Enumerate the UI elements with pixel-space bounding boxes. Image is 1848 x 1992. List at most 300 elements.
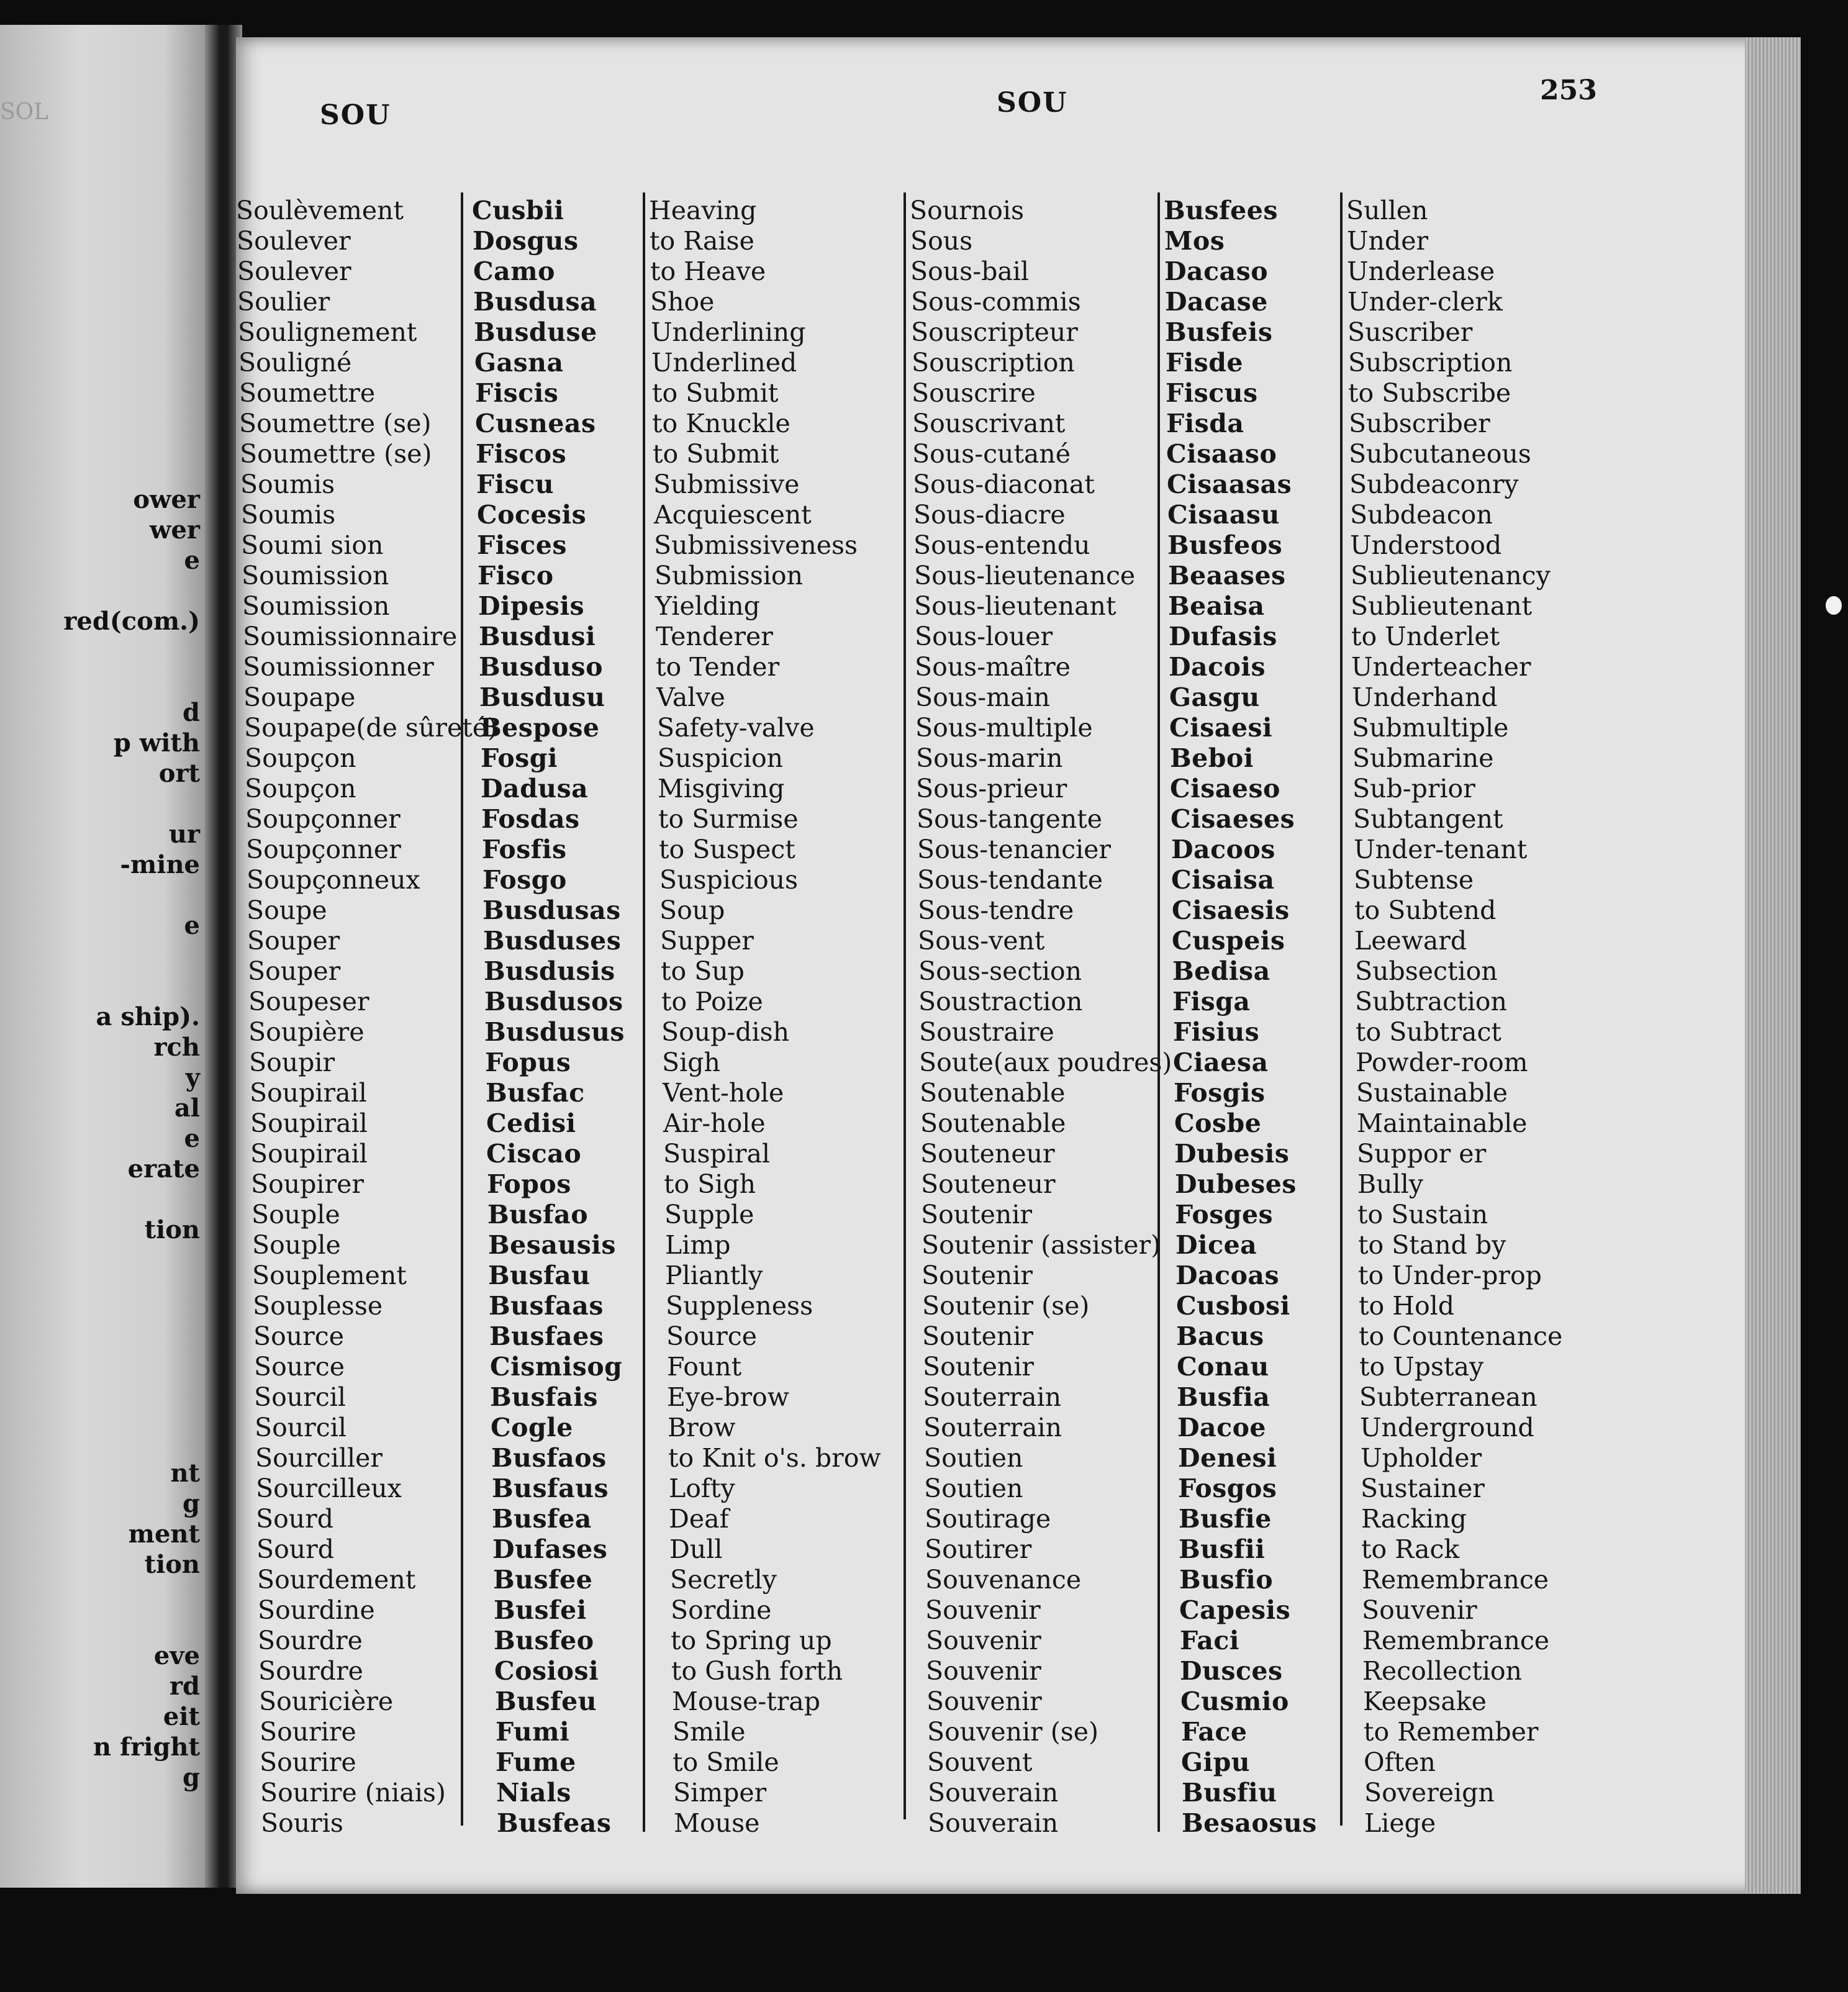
dictionary-entry: Soutien bbox=[924, 1474, 1023, 1503]
dictionary-entry: Valve bbox=[656, 682, 725, 712]
dictionary-entry: Busdusus bbox=[484, 1017, 625, 1047]
dictionary-entry: Soulever bbox=[237, 256, 351, 286]
dictionary-entry: Soumettre bbox=[239, 378, 376, 408]
dictionary-entry: to Sup bbox=[661, 956, 745, 986]
dictionary-entry: Smile bbox=[673, 1717, 746, 1747]
dictionary-entry: Submissive bbox=[653, 469, 800, 499]
dictionary-entry: Dull bbox=[669, 1534, 723, 1564]
dictionary-entry: Bedisa bbox=[1172, 956, 1270, 986]
dictionary-entry: Cisaesi bbox=[1169, 713, 1273, 743]
dictionary-entry: Capesis bbox=[1179, 1595, 1291, 1625]
dictionary-entry: to Smile bbox=[673, 1747, 779, 1777]
previous-page-line: rch bbox=[153, 1033, 200, 1062]
dictionary-entry: Soumettre (se) bbox=[240, 439, 432, 469]
dictionary-entry: Fiscus bbox=[1166, 378, 1258, 408]
dictionary-entry: Submission bbox=[654, 561, 804, 591]
dictionary-entry: Suspiral bbox=[663, 1139, 771, 1169]
dictionary-entry: Camo bbox=[473, 256, 555, 286]
dictionary-entry: to Stand by bbox=[1358, 1230, 1506, 1260]
dictionary-entry: Ciaesa bbox=[1173, 1048, 1269, 1077]
dictionary-entry: Dufases bbox=[492, 1534, 608, 1564]
dictionary-entry: Busfeu bbox=[495, 1686, 597, 1716]
dictionary-entry: Fosges bbox=[1175, 1200, 1274, 1229]
dictionary-entry: Souvent bbox=[927, 1747, 1033, 1777]
dictionary-entry: Fisga bbox=[1172, 987, 1251, 1016]
dictionary-entry: Souscription bbox=[912, 348, 1075, 378]
dictionary-entry: Busfaes bbox=[489, 1321, 604, 1351]
dictionary-entry: Dadusa bbox=[481, 774, 589, 804]
dictionary-entry: Subdeacon bbox=[1350, 500, 1493, 530]
dictionary-entry: Soulèvement bbox=[236, 196, 404, 225]
dictionary-entry: Soupir bbox=[249, 1048, 335, 1077]
dictionary-entry: Busfeis bbox=[1165, 317, 1273, 347]
dictionary-entry: Soustraire bbox=[919, 1017, 1054, 1047]
dictionary-entry: to Tender bbox=[656, 652, 780, 682]
dictionary-entry: Cusbii bbox=[472, 196, 564, 225]
dictionary-entry: Cisaisa bbox=[1171, 865, 1275, 895]
dictionary-entry: Cedisi bbox=[486, 1108, 576, 1138]
dictionary-entry: to Spring up bbox=[671, 1626, 832, 1655]
dictionary-entry: to Subtend bbox=[1354, 895, 1497, 925]
dictionary-entry: Soulignement bbox=[238, 317, 417, 347]
dictionary-entry: Soupçonner bbox=[245, 804, 401, 834]
dictionary-entry: Souverain bbox=[928, 1808, 1059, 1838]
dictionary-entry: Souvenir bbox=[926, 1626, 1041, 1655]
dictionary-entry: Subsection bbox=[1355, 956, 1498, 986]
dictionary-entry: Brow bbox=[668, 1413, 736, 1442]
dictionary-entry: Soupape(de sûreté) bbox=[244, 713, 497, 743]
dictionary-entry: to Under-prop bbox=[1358, 1261, 1542, 1290]
dictionary-entry: Busfie bbox=[1179, 1504, 1272, 1534]
dictionary-entry: Sublieutenancy bbox=[1351, 561, 1551, 591]
dictionary-entry: Soutirage bbox=[925, 1504, 1051, 1534]
dictionary-entry: Cusmio bbox=[1180, 1686, 1289, 1716]
dictionary-entry: Acquiescent bbox=[654, 500, 812, 530]
dictionary-entry: Soumis bbox=[241, 500, 336, 530]
dictionary-entry: Bacus bbox=[1176, 1321, 1264, 1351]
dictionary-entry: Busfea bbox=[492, 1504, 592, 1534]
dictionary-entry: Subcutaneous bbox=[1349, 439, 1531, 469]
previous-page-line: e bbox=[184, 546, 200, 575]
dictionary-entry: Souverain bbox=[928, 1778, 1059, 1808]
dictionary-entry: Souple bbox=[251, 1200, 340, 1229]
dictionary-entry: Souris bbox=[261, 1808, 343, 1838]
dictionary-entry: Fosfis bbox=[482, 835, 567, 864]
dictionary-entry: Soutenir (assister) bbox=[922, 1230, 1161, 1260]
dictionary-entry: Yielding bbox=[655, 591, 760, 621]
dictionary-entry: Souvenir bbox=[926, 1656, 1041, 1686]
dictionary-entry: Busdusu bbox=[479, 682, 605, 712]
dictionary-entry: to Countenance bbox=[1359, 1321, 1563, 1351]
dictionary-entry: Cisaaso bbox=[1166, 439, 1277, 469]
dictionary-entry: Beboi bbox=[1170, 743, 1254, 773]
dictionary-entry: Soulever bbox=[237, 226, 351, 256]
dictionary-entry: Under-tenant bbox=[1354, 835, 1528, 864]
scan-dust-speck bbox=[1826, 596, 1842, 615]
dictionary-entry: Sous-tangente bbox=[917, 804, 1103, 834]
dictionary-entry: Subterranean bbox=[1359, 1382, 1538, 1412]
dictionary-entry: Fopus bbox=[485, 1048, 571, 1077]
dictionary-entry: Deaf bbox=[669, 1504, 729, 1534]
dictionary-entry: Underground bbox=[1360, 1413, 1534, 1442]
dictionary-entry: Supper bbox=[660, 926, 754, 956]
dictionary-entry: Sourcil bbox=[254, 1382, 346, 1412]
dictionary-entry: to Knit o's. brow bbox=[668, 1443, 881, 1473]
dictionary-entry: Busfac bbox=[486, 1078, 585, 1108]
dictionary-entry: Nials bbox=[496, 1778, 571, 1808]
dictionary-entry: Source bbox=[254, 1352, 345, 1382]
dictionary-entry: Often bbox=[1364, 1747, 1436, 1777]
dictionary-entry: to Heave bbox=[650, 256, 766, 286]
dictionary-entry: Soutien bbox=[924, 1443, 1023, 1473]
dictionary-entry: Besaosus bbox=[1182, 1808, 1317, 1838]
dictionary-entry: Bully bbox=[1357, 1169, 1423, 1199]
dictionary-entry: Subdeaconry bbox=[1349, 469, 1519, 499]
dictionary-entry: Underhand bbox=[1352, 682, 1498, 712]
dictionary-entry: Souvenir bbox=[1362, 1595, 1477, 1625]
dictionary-entry: Mouse bbox=[674, 1808, 760, 1838]
dictionary-entry: Busfaus bbox=[492, 1474, 609, 1503]
dictionary-entry: Sous-diaconat bbox=[913, 469, 1095, 499]
dictionary-entry: Safety-valve bbox=[657, 713, 815, 743]
dictionary-entry: Gasna bbox=[474, 348, 564, 378]
previous-page-line: ment bbox=[128, 1519, 200, 1549]
dictionary-entry: Soupeser bbox=[248, 987, 369, 1016]
dictionary-entry: Cisaeses bbox=[1171, 804, 1295, 834]
dictionary-entry: Vent-hole bbox=[663, 1078, 784, 1108]
dictionary-entry: Soupçon bbox=[245, 774, 356, 804]
dictionary-entry: Limp bbox=[665, 1230, 731, 1260]
dictionary-entry: Cusneas bbox=[475, 409, 596, 438]
dictionary-entry: Suspicion bbox=[658, 743, 784, 773]
dictionary-entry: to Sigh bbox=[664, 1169, 756, 1199]
previous-page-line: tion bbox=[144, 1550, 200, 1579]
dictionary-entry: Sourdine bbox=[258, 1595, 375, 1625]
dictionary-entry: Busfeos bbox=[1167, 530, 1283, 560]
dictionary-entry: Sous-main bbox=[915, 682, 1050, 712]
dictionary-entry: Busfii bbox=[1179, 1534, 1266, 1564]
dictionary-entry: Souper bbox=[247, 926, 340, 956]
dictionary-entry: Fosgos bbox=[1178, 1474, 1277, 1503]
dictionary-entry: Busduso bbox=[479, 652, 603, 682]
dictionary-entry: Recollection bbox=[1362, 1656, 1522, 1686]
dictionary-entry: Soutenir (se) bbox=[922, 1291, 1090, 1321]
dictionary-entry: Fiscu bbox=[476, 469, 555, 499]
dictionary-entry: Soutenable bbox=[920, 1078, 1066, 1108]
dictionary-entry: Sublieutenant bbox=[1351, 591, 1533, 621]
dictionary-entry: Subscription bbox=[1348, 348, 1513, 378]
dictionary-entry: Sous-diacre bbox=[913, 500, 1066, 530]
dictionary-entry: Sigh bbox=[662, 1048, 720, 1077]
dictionary-entry: Dipesis bbox=[478, 591, 585, 621]
running-head-center: SOU bbox=[997, 87, 1068, 119]
dictionary-entry: Besausis bbox=[488, 1230, 616, 1260]
dictionary-entry: Suppor er bbox=[1357, 1139, 1487, 1169]
page-edge bbox=[1745, 37, 1801, 1894]
dictionary-entry: Busfee bbox=[493, 1565, 593, 1595]
dictionary-entry: Dubesis bbox=[1174, 1139, 1290, 1169]
dictionary-entry: Soutenir bbox=[922, 1261, 1033, 1290]
previous-page-line: p with bbox=[113, 728, 200, 758]
dictionary-entry: Dacoos bbox=[1171, 835, 1275, 864]
dictionary-entry: Fosgo bbox=[482, 865, 567, 895]
dictionary-entry: Cismisog bbox=[490, 1352, 623, 1382]
previous-page-line: nt bbox=[170, 1459, 200, 1488]
dictionary-entry: Busfais bbox=[490, 1382, 598, 1412]
french-column-1 bbox=[236, 196, 497, 1839]
dictionary-entry: Subscriber bbox=[1349, 409, 1490, 438]
dictionary-entry: Gasgu bbox=[1169, 682, 1260, 712]
dictionary-entry: Cisaasas bbox=[1167, 469, 1292, 499]
dictionary-entry: Sous-commis bbox=[911, 287, 1081, 317]
dictionary-entry: Sous-vent bbox=[918, 926, 1045, 956]
dictionary-entry: Sous-tendre bbox=[918, 895, 1074, 925]
dictionary-entry: Busfao bbox=[487, 1200, 589, 1229]
dictionary-entry: Sourd bbox=[256, 1504, 334, 1534]
dictionary-entry: Fosgi bbox=[481, 743, 558, 773]
dictionary-entry: Soutenir bbox=[921, 1200, 1033, 1229]
french-column-2 bbox=[910, 196, 1172, 1839]
dictionary-entry: Soupirer bbox=[251, 1169, 364, 1199]
dictionary-entry: to Gush forth bbox=[671, 1656, 843, 1686]
dictionary-entry: Souricière bbox=[259, 1686, 394, 1716]
dictionary-entry: Souvenir bbox=[926, 1686, 1042, 1716]
dictionary-entry: Dacaso bbox=[1164, 256, 1269, 286]
dictionary-entry: Sous-louer bbox=[915, 622, 1053, 651]
dictionary-entry: Sourdre bbox=[258, 1626, 363, 1655]
dictionary-entry: Fosdas bbox=[481, 804, 580, 834]
dictionary-entry: Fiscos bbox=[476, 439, 567, 469]
dictionary-entry: Subtraction bbox=[1355, 987, 1507, 1016]
dictionary-entry: Soupçon bbox=[245, 743, 356, 773]
dictionary-entry: Busdusa bbox=[473, 287, 597, 317]
dictionary-entry: Remembrance bbox=[1362, 1565, 1549, 1595]
previous-page-line: -mine bbox=[120, 850, 200, 879]
dictionary-entry: Dusces bbox=[1180, 1656, 1283, 1686]
dictionary-entry: Sous-prieur bbox=[916, 774, 1067, 804]
previous-page-line: e bbox=[184, 1124, 200, 1153]
dictionary-entry: to Subscribe bbox=[1348, 378, 1511, 408]
dictionary-entry: to Rack bbox=[1361, 1534, 1460, 1564]
dictionary-entry: Source bbox=[253, 1321, 345, 1351]
dictionary-entry: Liege bbox=[1364, 1808, 1436, 1838]
dictionary-entry: Soumis bbox=[240, 469, 335, 499]
dictionary-entry: Under-clerk bbox=[1348, 287, 1503, 317]
dictionary-entry: Sourdement bbox=[257, 1565, 416, 1595]
dictionary-entry: to Remember bbox=[1364, 1717, 1539, 1747]
dictionary-entry: Sourd bbox=[256, 1534, 335, 1564]
dictionary-entry: Souplesse bbox=[253, 1291, 383, 1321]
dictionary-entry: Souple bbox=[252, 1230, 341, 1260]
dictionary-entry: Sous bbox=[910, 226, 973, 256]
dictionary-entry: Busdusis bbox=[484, 956, 615, 986]
previous-page-line: eit bbox=[163, 1702, 200, 1731]
previous-page-line: d bbox=[183, 698, 200, 727]
dictionary-entry: Soupirail bbox=[250, 1139, 368, 1169]
previous-page-line: ower bbox=[133, 485, 200, 514]
dictionary-entry: Soulier bbox=[237, 287, 330, 317]
dictionary-entry: to Surmise bbox=[658, 804, 799, 834]
dictionary-entry: Sourcil bbox=[255, 1413, 346, 1442]
dictionary-entry: Mos bbox=[1164, 226, 1225, 256]
previous-page-line: g bbox=[183, 1489, 200, 1518]
dictionary-entry: to Hold bbox=[1359, 1291, 1454, 1321]
previous-page-line: tion bbox=[144, 1215, 200, 1244]
previous-page-line: y bbox=[185, 1063, 200, 1092]
dictionary-entry: Dacois bbox=[1169, 652, 1266, 682]
dictionary-entry: Dufasis bbox=[1169, 622, 1277, 651]
dictionary-entry: Sous-marin bbox=[916, 743, 1063, 773]
dictionary-entry: Bespose bbox=[480, 713, 600, 743]
dictionary-entry: Sustainable bbox=[1356, 1078, 1508, 1108]
dictionary-entry: to Suspect bbox=[659, 835, 795, 864]
dictionary-entry: Busduses bbox=[483, 926, 622, 956]
dictionary-entry: Underlined bbox=[651, 348, 797, 378]
dictionary-entry: Fisco bbox=[478, 561, 554, 591]
dictionary-entry: Fisius bbox=[1173, 1017, 1260, 1047]
previous-page-line: a ship). bbox=[96, 1002, 200, 1031]
dictionary-entry: Sous-cutané bbox=[912, 439, 1071, 469]
dictionary-entry: Busdusos bbox=[484, 987, 623, 1016]
previous-page-line: eve bbox=[153, 1641, 200, 1670]
dictionary-entry: Soupe bbox=[247, 895, 327, 925]
dictionary-entry: Sordine bbox=[671, 1595, 772, 1625]
dictionary-entry: Sovereign bbox=[1364, 1778, 1495, 1808]
dictionary-entry: Cogle bbox=[491, 1413, 573, 1442]
dictionary-entry: Sous-tendante bbox=[917, 865, 1103, 895]
dictionary-entry: Sourire bbox=[260, 1747, 356, 1777]
dictionary-entry: Leeward bbox=[1354, 926, 1467, 956]
dictionary-entry: Dubeses bbox=[1175, 1169, 1297, 1199]
dictionary-entry: Sous-lieutenant bbox=[914, 591, 1116, 621]
dictionary-entry: Faci bbox=[1180, 1626, 1239, 1655]
running-head-left: SOU bbox=[320, 99, 391, 131]
dictionary-entry: Busfeo bbox=[494, 1626, 594, 1655]
previous-page-line: n fright bbox=[93, 1732, 200, 1762]
previous-page-fragment bbox=[0, 25, 205, 1888]
dictionary-entry: Fume bbox=[496, 1747, 576, 1777]
dictionary-entry: Sous-lieutenance bbox=[914, 561, 1136, 591]
dictionary-entry: Ciscao bbox=[486, 1139, 582, 1169]
dictionary-entry: Sous-section bbox=[918, 956, 1082, 986]
previous-page-header: SOL bbox=[0, 99, 49, 125]
dictionary-entry: Cuspeis bbox=[1172, 926, 1285, 956]
previous-page-line: g bbox=[183, 1763, 200, 1792]
dictionary-entry: Soutirer bbox=[925, 1534, 1032, 1564]
dictionary-entry: Soumission bbox=[242, 591, 390, 621]
dictionary-entry: Soupçonneux bbox=[247, 865, 420, 895]
dictionary-entry: Cosiosi bbox=[494, 1656, 599, 1686]
dictionary-entry: Eye-brow bbox=[667, 1382, 789, 1412]
dictionary-entry: Sourdre bbox=[258, 1656, 363, 1686]
dictionary-entry: Heaving bbox=[649, 196, 757, 225]
dictionary-entry: to Poize bbox=[661, 987, 763, 1016]
dictionary-entry: Souper bbox=[248, 956, 341, 986]
dictionary-entry: Souvenir bbox=[925, 1595, 1041, 1625]
dictionary-entry: Suppleness bbox=[666, 1291, 813, 1321]
dictionary-entry: Soupirail bbox=[250, 1078, 367, 1108]
dictionary-entry: Dicea bbox=[1175, 1230, 1257, 1260]
dictionary-entry: Busdusi bbox=[479, 622, 596, 651]
dictionary-entry: Souplement bbox=[252, 1261, 407, 1290]
dictionary-entry: Dacase bbox=[1165, 287, 1268, 317]
dictionary-entry: Mouse-trap bbox=[672, 1686, 820, 1716]
dictionary-entry: Souvenance bbox=[925, 1565, 1082, 1595]
dictionary-entry: Soup-dish bbox=[661, 1017, 790, 1047]
dictionary-entry: Souscrire bbox=[912, 378, 1036, 408]
dictionary-entry: Cisaeso bbox=[1170, 774, 1280, 804]
previous-page-line: ur bbox=[168, 820, 200, 849]
dictionary-entry: Sullen bbox=[1346, 196, 1428, 225]
dictionary-entry: Fisda bbox=[1166, 409, 1244, 438]
dictionary-entry: Submissiveness bbox=[654, 530, 858, 560]
dictionary-entry: Souligné bbox=[238, 348, 352, 378]
dictionary-entry: Busfees bbox=[1164, 196, 1278, 225]
dictionary-entry: Remembrance bbox=[1362, 1626, 1550, 1655]
previous-page-line: erate bbox=[127, 1154, 200, 1184]
code-column-2 bbox=[1164, 196, 1317, 1839]
dictionary-entry: Souscripteur bbox=[911, 317, 1078, 347]
dictionary-entry: Understood bbox=[1350, 530, 1502, 560]
dictionary-entry: Upholder bbox=[1361, 1443, 1482, 1473]
dictionary-entry: Soupière bbox=[248, 1017, 365, 1047]
dictionary-entry: Powder-room bbox=[1356, 1048, 1528, 1077]
dictionary-entry: Source bbox=[666, 1321, 758, 1351]
dictionary-entry: Cisaasu bbox=[1167, 500, 1280, 530]
dictionary-entry: Dacoas bbox=[1175, 1261, 1280, 1290]
dictionary-entry: Souteneur bbox=[920, 1139, 1055, 1169]
dictionary-entry: Underlining bbox=[651, 317, 806, 347]
dictionary-entry: Sournois bbox=[910, 196, 1025, 225]
dictionary-entry: Soumettre (se) bbox=[239, 409, 432, 438]
dictionary-entry: Souterrain bbox=[923, 1413, 1062, 1442]
dictionary-entry: Souteneur bbox=[921, 1169, 1056, 1199]
dictionary-entry: Gipu bbox=[1181, 1747, 1251, 1777]
dictionary-entry: Underteacher bbox=[1351, 652, 1531, 682]
english-column-2 bbox=[1346, 196, 1562, 1839]
dictionary-entry: Sous-tenancier bbox=[917, 835, 1112, 864]
code-column-1 bbox=[472, 196, 625, 1839]
dictionary-entry: Soutenable bbox=[920, 1108, 1066, 1138]
dictionary-entry: Supple bbox=[664, 1200, 754, 1229]
dictionary-entry: Under bbox=[1347, 226, 1429, 256]
dictionary-entry: to Underlet bbox=[1351, 622, 1500, 651]
dictionary-entry: Sous-bail bbox=[910, 256, 1029, 286]
dictionary-entry: Fosgis bbox=[1174, 1078, 1266, 1108]
previous-page-line: al bbox=[174, 1093, 200, 1123]
dictionary-entry: Lofty bbox=[669, 1474, 735, 1503]
dictionary-entry: Simper bbox=[673, 1778, 767, 1808]
dictionary-entry: Maintainable bbox=[1357, 1108, 1528, 1138]
dictionary-entry: Air-hole bbox=[663, 1108, 766, 1138]
dictionary-entry: Soumission bbox=[242, 561, 389, 591]
dictionary-entry: Fumi bbox=[496, 1717, 570, 1747]
dictionary-entry: Sourire bbox=[260, 1717, 356, 1747]
dictionary-entry: Suspicious bbox=[659, 865, 799, 895]
dictionary-entry: Denesi bbox=[1178, 1443, 1277, 1473]
dictionary-entry: Soup bbox=[659, 895, 725, 925]
dictionary-entry: to Subtract bbox=[1356, 1017, 1502, 1047]
dictionary-entry: to Upstay bbox=[1359, 1352, 1484, 1382]
dictionary-page bbox=[236, 37, 1801, 1894]
dictionary-entry: to Sustain bbox=[1357, 1200, 1488, 1229]
dictionary-entry: Busfaas bbox=[489, 1291, 604, 1321]
dictionary-entry: Busfio bbox=[1179, 1565, 1274, 1595]
dictionary-entry: to Raise bbox=[650, 226, 754, 256]
dictionary-entry: Sub-prior bbox=[1352, 774, 1475, 804]
dictionary-entry: Busfeas bbox=[497, 1808, 612, 1838]
dictionary-entry: Keepsake bbox=[1363, 1686, 1487, 1716]
